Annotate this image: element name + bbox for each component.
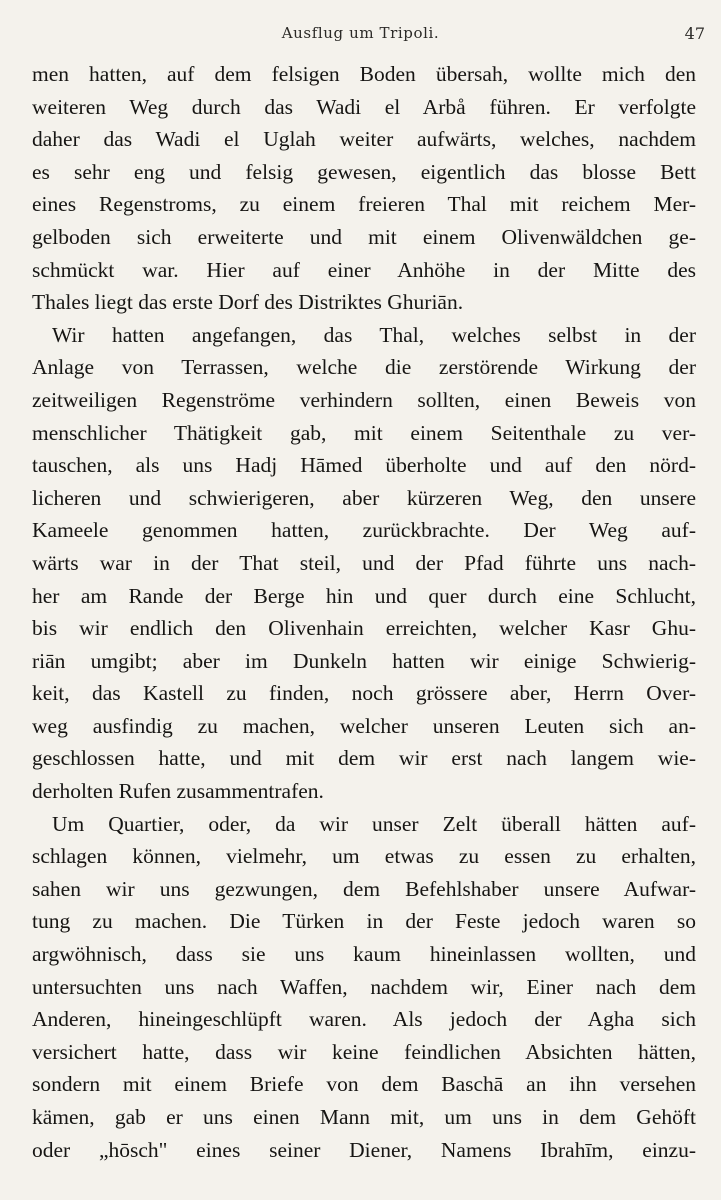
text-line: licheren und schwierigeren, aber kürzeren Weg, den unsere <box>32 485 696 510</box>
text-line: schlagen können, vielmehr, um etwas zu essen zu erhalten, <box>32 844 696 869</box>
text-line: wärts war in der That steil, und der Pfad führte uns nach- <box>32 550 696 575</box>
text-line: weiteren Weg durch das Wadi el Arbå führen. Er verfolgte <box>32 94 696 119</box>
paragraph-2 <box>32 319 696 808</box>
text-line: menschlicher Thätigkeit gab, mit einem Seitenthale zu ver- <box>32 420 696 445</box>
text-line: untersuchten uns nach Waffen, nachdem wir, Einer nach dem <box>32 974 696 999</box>
text-line: derholten Rufen zusammentrafen. <box>32 779 324 804</box>
text-line: men hatten, auf dem felsigen Boden übersah, wollte mich den <box>32 62 696 86</box>
text-line: Um Quartier, oder, da wir unser Zelt überall hätten auf- <box>52 811 696 836</box>
text-line: riān umgibt; aber im Dunkeln hatten wir einige Schwierig- <box>32 648 696 673</box>
text-line: kämen, gab er uns einen Mann mit, um uns in dem Gehöft <box>32 1105 696 1129</box>
text-line: es sehr eng und felsig gewesen, eigentlich das blosse Bett <box>32 159 696 184</box>
text-line: her am Rande der Berge hin und quer durch eine Schlucht, <box>32 583 696 608</box>
text-line: Anlage von Terrassen, welche die zerstörende Wirkung der <box>32 355 696 380</box>
page-number: 47 <box>684 24 705 43</box>
text-line: versichert hatte, dass wir keine feindlichen Absichten hätten, <box>32 1039 696 1064</box>
page-header <box>0 24 721 48</box>
text-line: Wir hatten angefangen, das Thal, welches selbst in der <box>52 322 696 347</box>
text-line: bis wir endlich den Olivenhain erreichten, welcher Kasr Ghu- <box>32 616 696 641</box>
text-line: geschlossen hatte, und mit dem wir erst nach langem wie- <box>32 746 696 771</box>
text-line: eines Regenstroms, zu einem freieren Thal mit reichem Mer- <box>32 192 696 217</box>
text-line: Kameele genommen hatten, zurückbrachte. Der Weg auf- <box>32 518 696 543</box>
text-line: weg ausfindig zu machen, welcher unseren Leuten sich an- <box>32 713 696 738</box>
paragraph-3 <box>32 808 696 1167</box>
text-line: daher das Wadi el Uglah weiter aufwärts, welches, nachdem <box>32 127 696 152</box>
text-line: tung zu machen. Die Türken in der Feste jedoch waren so <box>32 909 696 934</box>
text-line: gelboden sich erweiterte und mit einem Olivenwäldchen ge- <box>32 224 696 249</box>
text-line: tauschen, als uns Hadj Hāmed überholte und auf den nörd- <box>32 453 696 478</box>
text-line: Thales liegt das erste Dorf des Distriktes Ghuriān. <box>32 290 464 315</box>
running-title: Ausflug um Tripoli. <box>281 24 440 42</box>
paragraph-1 <box>32 58 696 319</box>
text-line: keit, das Kastell zu finden, noch grössere aber, Herrn Over- <box>32 681 696 706</box>
text-line: schmückt war. Hier auf einer Anhöhe in der Mitte des <box>32 257 696 282</box>
text-line: sondern mit einem Briefe von dem Baschā an ihn versehen <box>32 1072 696 1097</box>
text-line: argwöhnisch, dass sie uns kaum hineinlassen wollten, und <box>32 942 696 967</box>
text-line: oder „hōsch" eines seiner Diener, Namens Ibrahīm, einzu- <box>32 1137 696 1162</box>
text-line: zeitweiligen Regenströme verhindern sollten, einen Beweis von <box>32 387 696 412</box>
text-line: Anderen, hineingeschlüpft waren. Als jedoch der Agha sich <box>32 1007 696 1032</box>
text-line: sahen wir uns gezwungen, dem Befehlshaber unsere Aufwar- <box>32 876 696 901</box>
body-text <box>32 58 696 1166</box>
